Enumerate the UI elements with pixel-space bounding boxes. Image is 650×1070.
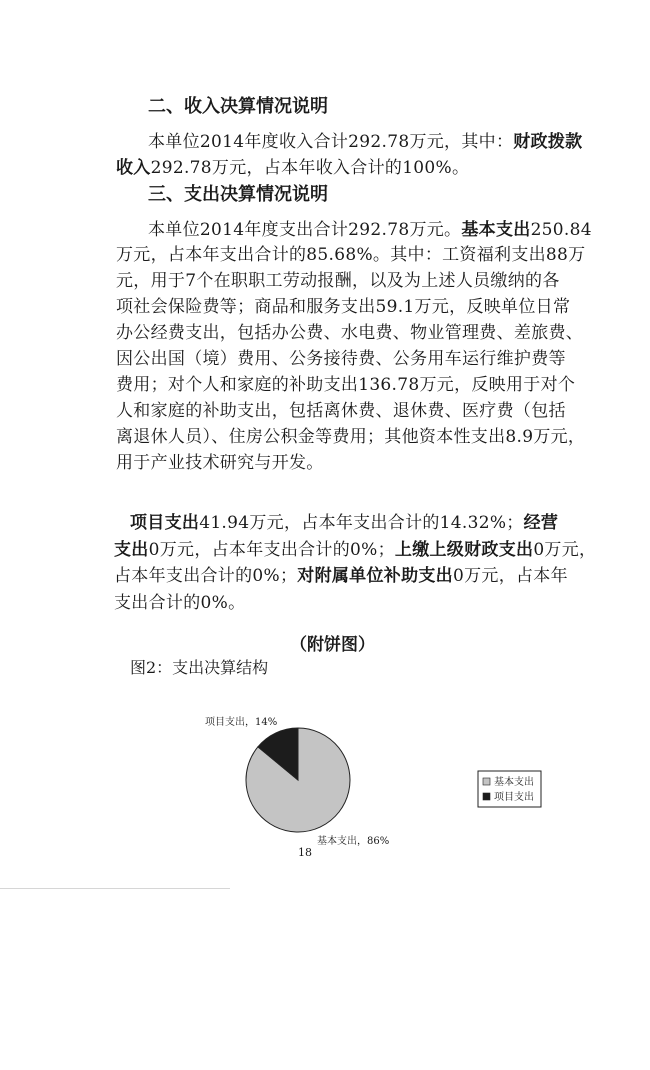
section3-line-9: 离退休人员）、住房公积金等费用；其他资本性支出8.9万元， <box>116 427 586 447</box>
data-label-basic: 基本支出，86% <box>317 836 390 847</box>
p2-text-1a: 项目支出 <box>130 513 200 533</box>
section3-line-4: 项社会保险费等；商品和服务支出59.1万元，反映单位日常 <box>116 297 571 317</box>
legend-swatch-project <box>483 793 490 800</box>
p2-text-3b: 对附属单位补助支出 <box>297 566 453 586</box>
attached-chart-title: （附饼图） <box>290 635 375 655</box>
section3-text-1a: 本单位2014年度支出合计292.78万元。 <box>148 220 462 240</box>
section3-text-1c: 250.84 <box>530 220 592 240</box>
legend-label-basic: 基本支出 <box>494 777 534 788</box>
page-number: 18 <box>298 846 312 859</box>
section2-text-2b: 292.78万元，占本年收入合计的100%。 <box>150 158 470 178</box>
p2-text-3a: 占本年支出合计的0%； <box>114 566 298 586</box>
section2-text-1a: 本单位2014年度收入合计292.78万元，其中： <box>148 132 514 152</box>
figure-caption: 图2：支出决算结构 <box>130 658 269 677</box>
section2-text-2a: 收入 <box>116 158 151 178</box>
p2-text-3c: 0万元，占本年 <box>452 566 568 586</box>
p2-text-1b: 41.94万元，占本年支出合计的14.32%； <box>199 513 524 533</box>
section3-line-7: 费用；对个人和家庭的补助支出136.78万元，反映用于对个 <box>116 375 576 395</box>
data-label-project: 项目支出，14% <box>205 717 278 728</box>
section3-heading: 三、支出决算情况说明 <box>148 184 328 205</box>
section2-text-1b: 财政拨款 <box>513 132 583 152</box>
chart-legend <box>478 771 541 807</box>
p2-text-2b: 0万元，占本年支出合计的0%； <box>148 540 395 560</box>
legend-label-project: 项目支出 <box>494 792 534 803</box>
section3-line-6: 因公出国（境）费用、公务接待费、公务用车运行维护费等 <box>116 349 566 369</box>
section3-line-10: 用于产业技术研究与开发。 <box>116 453 324 473</box>
section3-line-8: 人和家庭的补助支出，包括离休费、退休费、医疗费（包括 <box>116 401 566 421</box>
legend-swatch-basic <box>483 778 490 785</box>
section3-line-5: 办公经费支出，包括办公费、水电费、物业管理费、差旅费、 <box>116 323 584 343</box>
p2-text-2d: 0万元， <box>533 540 597 560</box>
page-edge-line <box>0 888 230 889</box>
section3-line-2: 万元，占本年支出合计的85.68%。其中：工资福利支出88万 <box>116 245 586 265</box>
pie-slices <box>246 728 350 832</box>
section3-p2-line-4: 支出合计的0%。 <box>114 593 246 613</box>
p2-text-2c: 上缴上级财政支出 <box>394 540 534 560</box>
p2-text-2a: 支出 <box>114 540 149 560</box>
p2-text-1c: 经营 <box>523 513 559 533</box>
section2-heading: 二、收入决算情况说明 <box>148 96 328 117</box>
section3-line-3: 元，用于7个在职职工劳动报酬，以及为上述人员缴纳的各 <box>116 271 560 291</box>
section3-text-1b: 基本支出 <box>461 220 531 240</box>
